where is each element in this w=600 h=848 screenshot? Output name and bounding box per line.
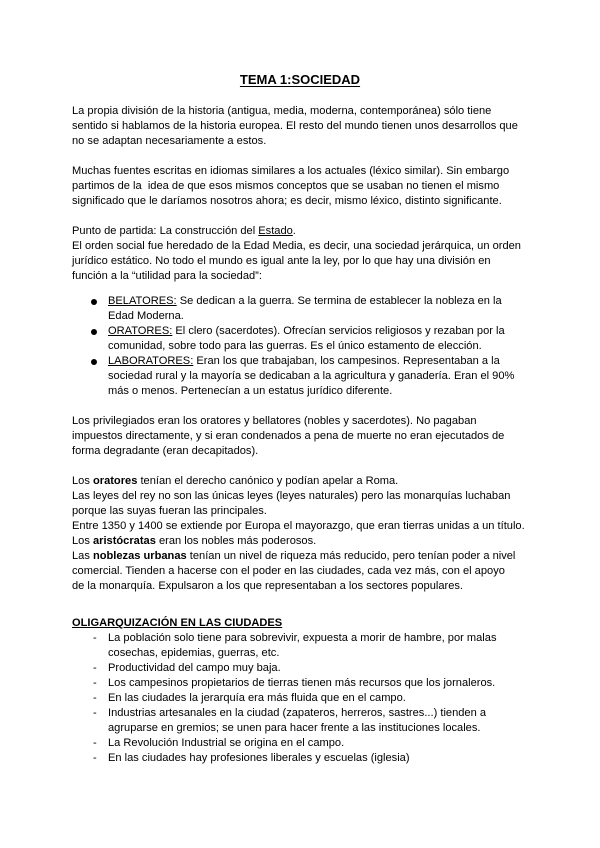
estate-text: El clero (sacerdotes). Ofrecían servicios religiosos y rezaban por la [172,325,505,337]
paragraph-social-order [72,224,528,284]
starting-point-line [72,224,528,239]
estate-item-laboratores [72,354,528,399]
paragraph-line: no se adaptan necesariamente a estos. [72,135,267,147]
dash-marker: - [93,707,97,719]
estate-line: sociedad rural y la mayoría se dedicaban a la agricultura y ganadería. Eran el 90% [108,370,515,382]
line-text: eran los nobles más poderosos. [155,535,317,547]
list-item-line: En las ciudades la jerarquía era más fluida que en el campo. [108,692,406,704]
starting-point-end: . [292,225,296,237]
bullet-icon [91,299,97,305]
line-text: Los [72,475,93,487]
bullet-icon [91,329,97,335]
line-text: Los [72,535,93,547]
oratores-line [72,474,528,489]
bold-term: oratores [92,475,138,487]
estate-item-oratores [72,324,528,354]
paragraph-line: Muchas fuentes escritas en idiomas similares a los actuales (léxico similar). Sin embargo [72,165,510,177]
noblezas-line [72,549,528,564]
page-title [72,71,528,89]
section-heading-text: OLIGARQUIZACIÓN EN LAS CIUDADES [72,617,283,629]
paragraph-line: forma degradante (eran decapitados). [72,445,259,457]
estate-item-belatores [72,294,528,324]
paragraph-line: El orden social fue heredado de la Edad Media, es decir, una sociedad jerárquica, un orden [72,240,521,252]
estate-label: LABORATORES: [108,355,194,367]
estate-text: Eran los que trabajaban, los campesinos. Representaban a la [193,355,500,367]
bullet-icon [91,359,97,365]
estate-label: BELATORES: [108,295,177,307]
list-item-line: agruparse en gremios; se unen para hacer frente a las instituciones locales. [108,722,481,734]
noblezas-line: comercial. Tienden a hacerse con el poder en las ciudades, cada vez más, con el apoyo [72,565,505,577]
dash-marker: - [93,662,97,674]
paragraph-line: Los privilegiados eran los oratores y bellatores (nobles y sacerdotes). No pagaban [72,415,477,427]
estate-label: ORATORES: [108,325,173,337]
kings-laws-line: porque las suyas fueran las principales. [72,505,267,517]
list-item [72,631,528,661]
dash-marker: - [93,692,97,704]
bold-term: noblezas urbanas [92,550,187,562]
estates-list [72,294,528,399]
document-body [72,71,528,766]
paragraph-written-sources [72,164,528,209]
list-item-line: En las ciudades hay profesiones liberales y escuelas (iglesia) [108,752,410,764]
list-item-line: Industrias artesanales en la ciudad (zapateros, herreros, sastres...) tienden a [108,707,487,719]
list-item [72,676,528,691]
page-title-text: TEMA 1:SOCIEDAD [239,72,361,87]
list-item-line: La Revolución Industrial se origina en el campo. [108,737,345,749]
bold-term: aristócratas [92,535,156,547]
dash-marker: - [93,737,97,749]
mayorazgo-line: Entre 1350 y 1400 se extiende por Europa el mayorazgo, que eran tierras unidas a un título. [72,520,525,532]
list-item-line: cosechas, epidemias, guerras, etc. [108,647,280,659]
paragraph-notes [72,474,528,594]
paragraph-line: función a la “utilidad para la sociedad”: [72,270,262,282]
estate-line [108,354,528,369]
paragraph-privileged [72,414,528,459]
paragraph-history-division [72,104,528,149]
list-item [72,736,528,751]
cities-list [72,631,528,766]
estate-line [108,294,528,309]
paragraph-line: impuestos directamente, y si eran condenados a pena de muerte no eran ejecutados de [72,430,505,442]
noblezas-line: de la monarquía. Expulsaron a los que representaban a los sectores populares. [72,580,463,592]
estate-line: más o menos. Pertenecían a un estatus jurídico diferente. [108,385,393,397]
section-heading [72,616,528,631]
estate-line [108,324,528,339]
line-text: tenían un nivel de riqueza más reducido, pero tenían poder a nivel [186,550,516,562]
dash-marker: - [93,632,97,644]
line-text: Las [72,550,93,562]
list-item [72,691,528,706]
dash-marker: - [93,752,97,764]
list-item [72,706,528,736]
kings-laws-line: Las leyes del rey no son las únicas leyes (leyes naturales) pero las monarquías luchaban [72,490,511,502]
paragraph-line: jurídico estático. No todo el mundo es igual ante la ley, por lo que hay una división en [72,255,491,267]
estate-line: Edad Moderna. [108,310,184,322]
estado-underlined: Estado [258,225,293,237]
paragraph-line: partimos de la idea de que esos mismos conceptos que se usaban no tienen el mismo [72,180,500,192]
list-item-line: Productividad del campo muy baja. [108,662,281,674]
list-item-line: Los campesinos propietarios de tierras tienen más recursos que los jornaleros. [108,677,496,689]
estate-text: Se dedican a la guerra. Se termina de establecer la nobleza en la [176,295,502,307]
estate-line: comunidad, sobre todo para las guerras. Es el único estamento de elección. [108,340,482,352]
list-item [72,751,528,766]
dash-marker: - [93,677,97,689]
paragraph-line: sentido si hablamos de la historia europea. El resto del mundo tienen unos desarrollos que [72,120,518,132]
aristocratas-line [72,534,528,549]
list-item-line: La población solo tiene para sobrevivir, expuesta a morir de hambre, por malas [108,632,497,644]
paragraph-line: La propia división de la historia (antigua, media, moderna, contemporánea) sólo tiene [72,105,492,117]
list-item [72,661,528,676]
starting-point-text: Punto de partida: La construcción del [72,225,259,237]
paragraph-line: significado que le daríamos nosotros ahora; es decir, mismo léxico, distinto significante. [72,195,502,207]
line-text: tenían el derecho canónico y podían apelar a Roma. [137,475,399,487]
